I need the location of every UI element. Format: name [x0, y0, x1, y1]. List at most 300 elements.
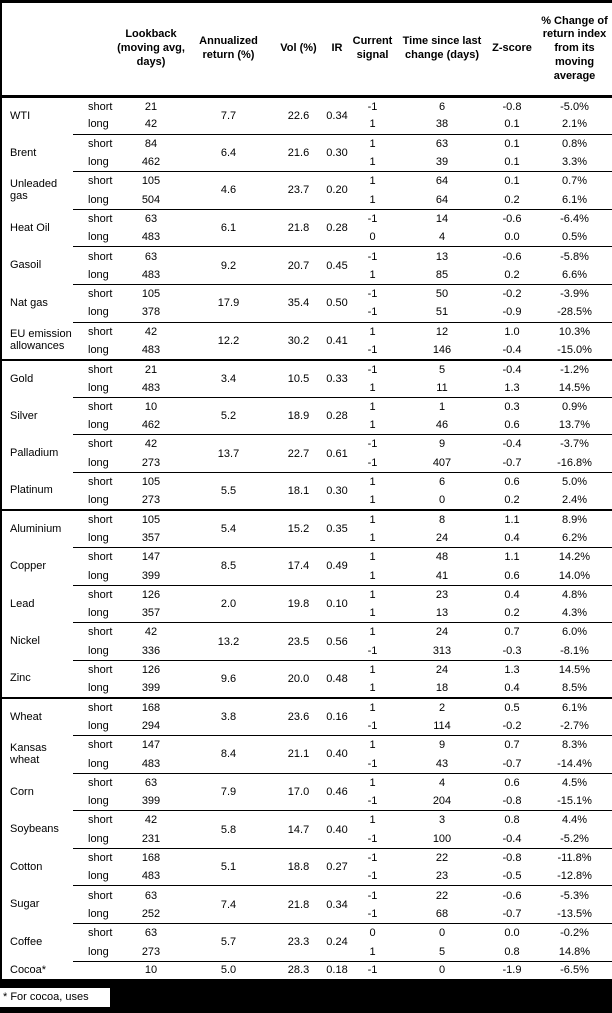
- horizon-label: short: [73, 360, 116, 379]
- pct-change-value: 0.5%: [537, 228, 612, 247]
- ir-value: 0.24: [326, 924, 348, 962]
- annualized-return-value: 3.8: [186, 698, 271, 736]
- z-score-value: -0.8: [487, 848, 537, 867]
- z-score-value: 0.6: [487, 472, 537, 491]
- horizon-label: short: [73, 435, 116, 454]
- z-score-value: 0.1: [487, 115, 537, 134]
- z-score-value: -0.3: [487, 642, 537, 661]
- z-score-value: 0.8: [487, 942, 537, 961]
- pct-change-value: 14.5%: [537, 378, 612, 397]
- vol-value: 21.8: [271, 209, 326, 247]
- pct-change-value: 2.4%: [537, 491, 612, 510]
- table-row: [1, 848, 612, 867]
- signal-value: -1: [348, 717, 397, 736]
- commodity-name: Kansas wheat: [1, 736, 73, 774]
- table-row: [1, 773, 612, 792]
- horizon-label: long: [73, 378, 116, 397]
- time-since-change-value: 46: [397, 416, 487, 435]
- z-score-value: 0.2: [487, 266, 537, 285]
- horizon-label: long: [73, 754, 116, 773]
- z-score-value: -0.4: [487, 830, 537, 849]
- lookback-value: 21: [116, 97, 186, 116]
- time-since-change-value: 0: [397, 961, 487, 980]
- horizon-label: long: [73, 153, 116, 172]
- horizon-label: short: [73, 623, 116, 642]
- commodity-name: Nickel: [1, 623, 73, 661]
- z-score-value: -0.5: [487, 867, 537, 886]
- commodity-name: Gasoil: [1, 247, 73, 285]
- signal-value: 1: [348, 548, 397, 567]
- signal-value: -1: [348, 792, 397, 811]
- time-since-change-value: 4: [397, 773, 487, 792]
- lookback-value: 105: [116, 472, 186, 491]
- time-since-change-value: 41: [397, 566, 487, 585]
- time-since-change-value: 6: [397, 97, 487, 116]
- pct-change-value: 0.9%: [537, 397, 612, 416]
- horizon-label: long: [73, 604, 116, 623]
- horizon-label: short: [73, 97, 116, 116]
- z-score-value: 0.3: [487, 397, 537, 416]
- table-row: [1, 97, 612, 116]
- signal-value: 1: [348, 623, 397, 642]
- horizon-label: short: [73, 811, 116, 830]
- time-since-change-value: 68: [397, 905, 487, 924]
- z-score-value: -0.8: [487, 97, 537, 116]
- z-score-value: -0.7: [487, 754, 537, 773]
- time-since-change-value: 18: [397, 679, 487, 698]
- time-since-change-value: 13: [397, 604, 487, 623]
- pct-change-value: -15.0%: [537, 341, 612, 360]
- pct-change-value: 8.5%: [537, 679, 612, 698]
- annualized-return-value: 12.2: [186, 322, 271, 360]
- ir-value: 0.30: [326, 472, 348, 510]
- time-since-change-value: 14: [397, 209, 487, 228]
- pct-change-value: 0.8%: [537, 134, 612, 153]
- ir-value: 0.34: [326, 886, 348, 924]
- horizon-label: long: [73, 566, 116, 585]
- ir-value: 0.18: [326, 961, 348, 980]
- commodity-name: Corn: [1, 773, 73, 811]
- vol-value: 18.1: [271, 472, 326, 510]
- commodity-name: Wheat: [1, 698, 73, 736]
- z-score-value: -0.9: [487, 303, 537, 322]
- z-score-value: 0.2: [487, 190, 537, 209]
- ir-value: 0.20: [326, 172, 348, 210]
- footer-bar: [0, 987, 612, 1013]
- col-header-annualized-return: Annualized return (%): [186, 2, 271, 97]
- time-since-change-value: 48: [397, 548, 487, 567]
- z-score-value: 0.1: [487, 153, 537, 172]
- lookback-value: 483: [116, 266, 186, 285]
- ir-value: 0.45: [326, 247, 348, 285]
- annualized-return-value: 2.0: [186, 585, 271, 623]
- horizon-label: short: [73, 322, 116, 341]
- table-row: [1, 322, 612, 341]
- time-since-change-value: 24: [397, 660, 487, 679]
- vol-value: 35.4: [271, 284, 326, 322]
- lookback-value: 504: [116, 190, 186, 209]
- col-header-current-signal: Current signal: [348, 2, 397, 97]
- col-header-pct-change: % Change of return index from its moving average: [537, 2, 612, 97]
- horizon-label: long: [73, 491, 116, 510]
- lookback-value: 336: [116, 642, 186, 661]
- lookback-value: 252: [116, 905, 186, 924]
- commodity-name: Gold: [1, 360, 73, 398]
- lookback-value: 231: [116, 830, 186, 849]
- col-header-horizon: [73, 2, 116, 97]
- annualized-return-value: 9.6: [186, 660, 271, 698]
- pct-change-value: 14.0%: [537, 566, 612, 585]
- signal-value: -1: [348, 848, 397, 867]
- annualized-return-value: 7.7: [186, 97, 271, 135]
- lookback-value: 378: [116, 303, 186, 322]
- table-row: [1, 623, 612, 642]
- horizon-label: short: [73, 209, 116, 228]
- commodity-name: Platinum: [1, 472, 73, 510]
- pct-change-value: -3.7%: [537, 435, 612, 454]
- pct-change-value: 4.8%: [537, 585, 612, 604]
- horizon-label: long: [73, 642, 116, 661]
- ir-value: 0.61: [326, 435, 348, 473]
- pct-change-value: -8.1%: [537, 642, 612, 661]
- time-since-change-value: 3: [397, 811, 487, 830]
- time-since-change-value: 146: [397, 341, 487, 360]
- z-score-value: 0.7: [487, 736, 537, 755]
- pct-change-value: 6.1%: [537, 190, 612, 209]
- horizon-label: short: [73, 472, 116, 491]
- ir-value: 0.16: [326, 698, 348, 736]
- annualized-return-value: 8.4: [186, 736, 271, 774]
- lookback-value: 126: [116, 660, 186, 679]
- table-row: [1, 585, 612, 604]
- ir-value: 0.40: [326, 736, 348, 774]
- horizon-label: short: [73, 924, 116, 943]
- horizon-label: long: [73, 942, 116, 961]
- z-score-value: -0.4: [487, 435, 537, 454]
- vol-value: 17.4: [271, 548, 326, 586]
- horizon-label: short: [73, 510, 116, 529]
- pct-change-value: 4.4%: [537, 811, 612, 830]
- vol-value: 23.6: [271, 698, 326, 736]
- signal-value: 1: [348, 472, 397, 491]
- signal-value: -1: [348, 209, 397, 228]
- lookback-value: 42: [116, 322, 186, 341]
- ir-value: 0.34: [326, 97, 348, 135]
- vol-value: 21.6: [271, 134, 326, 172]
- horizon-label: short: [73, 736, 116, 755]
- z-score-value: 1.1: [487, 510, 537, 529]
- lookback-value: 483: [116, 867, 186, 886]
- col-header-vol: Vol (%): [271, 2, 326, 97]
- signal-value: 1: [348, 566, 397, 585]
- signal-value: -1: [348, 886, 397, 905]
- horizon-label: short: [73, 886, 116, 905]
- time-since-change-value: 0: [397, 924, 487, 943]
- lookback-value: 126: [116, 585, 186, 604]
- pct-change-value: -16.8%: [537, 454, 612, 473]
- commodity-name: Aluminium: [1, 510, 73, 548]
- commodity-name: Silver: [1, 397, 73, 435]
- z-score-value: -0.7: [487, 905, 537, 924]
- horizon-label: long: [73, 679, 116, 698]
- ir-value: 0.40: [326, 811, 348, 849]
- z-score-value: 0.0: [487, 228, 537, 247]
- time-since-change-value: 64: [397, 190, 487, 209]
- time-since-change-value: 85: [397, 266, 487, 285]
- table-body: [1, 97, 612, 980]
- signal-value: 1: [348, 322, 397, 341]
- signal-value: 1: [348, 736, 397, 755]
- signal-value: 0: [348, 228, 397, 247]
- signal-value: 1: [348, 491, 397, 510]
- commodity-name: Unleaded gas: [1, 172, 73, 210]
- z-score-value: -0.4: [487, 341, 537, 360]
- z-score-value: 0.4: [487, 529, 537, 548]
- lookback-value: 273: [116, 454, 186, 473]
- annualized-return-value: 5.5: [186, 472, 271, 510]
- lookback-value: 63: [116, 886, 186, 905]
- time-since-change-value: 313: [397, 642, 487, 661]
- annualized-return-value: 3.4: [186, 360, 271, 398]
- signal-value: 1: [348, 773, 397, 792]
- signal-value: -1: [348, 905, 397, 924]
- time-since-change-value: 4: [397, 228, 487, 247]
- signal-value: 1: [348, 134, 397, 153]
- lookback-value: 168: [116, 848, 186, 867]
- pct-change-value: 4.5%: [537, 773, 612, 792]
- z-score-value: 1.3: [487, 660, 537, 679]
- pct-change-value: -5.0%: [537, 97, 612, 116]
- pct-change-value: 0.7%: [537, 172, 612, 191]
- time-since-change-value: 407: [397, 454, 487, 473]
- time-since-change-value: 11: [397, 378, 487, 397]
- pct-change-value: -3.9%: [537, 284, 612, 303]
- annualized-return-value: 5.8: [186, 811, 271, 849]
- time-since-change-value: 43: [397, 754, 487, 773]
- time-since-change-value: 24: [397, 623, 487, 642]
- table-row: [1, 886, 612, 905]
- table-row: [1, 961, 612, 980]
- vol-value: 18.8: [271, 848, 326, 886]
- signal-value: -1: [348, 247, 397, 266]
- pct-change-value: -0.2%: [537, 924, 612, 943]
- vol-value: 21.1: [271, 736, 326, 774]
- pct-change-value: 6.2%: [537, 529, 612, 548]
- time-since-change-value: 24: [397, 529, 487, 548]
- annualized-return-value: 7.9: [186, 773, 271, 811]
- signal-value: 1: [348, 266, 397, 285]
- signal-value: 1: [348, 153, 397, 172]
- signal-value: 1: [348, 942, 397, 961]
- signal-value: -1: [348, 97, 397, 116]
- commodity-name: Zinc: [1, 660, 73, 698]
- z-score-value: 0.6: [487, 416, 537, 435]
- vol-value: 30.2: [271, 322, 326, 360]
- time-since-change-value: 64: [397, 172, 487, 191]
- z-score-value: 0.8: [487, 811, 537, 830]
- lookback-value: 273: [116, 942, 186, 961]
- pct-change-value: -2.7%: [537, 717, 612, 736]
- time-since-change-value: 204: [397, 792, 487, 811]
- pct-change-value: -14.4%: [537, 754, 612, 773]
- pct-change-value: 3.3%: [537, 153, 612, 172]
- signal-value: -1: [348, 961, 397, 980]
- z-score-value: 0.6: [487, 566, 537, 585]
- time-since-change-value: 114: [397, 717, 487, 736]
- table-row: [1, 134, 612, 153]
- vol-value: 19.8: [271, 585, 326, 623]
- lookback-value: 10: [116, 961, 186, 980]
- time-since-change-value: 63: [397, 134, 487, 153]
- annualized-return-value: 6.4: [186, 134, 271, 172]
- annualized-return-value: 7.4: [186, 886, 271, 924]
- table-row: [1, 510, 612, 529]
- signal-value: -1: [348, 454, 397, 473]
- horizon-label: long: [73, 717, 116, 736]
- lookback-value: 399: [116, 792, 186, 811]
- col-header-lookback: Lookback (moving avg, days): [116, 2, 186, 97]
- horizon-label: short: [73, 134, 116, 153]
- ir-value: 0.10: [326, 585, 348, 623]
- time-since-change-value: 8: [397, 510, 487, 529]
- pct-change-value: 14.8%: [537, 942, 612, 961]
- lookback-value: 399: [116, 566, 186, 585]
- lookback-value: 273: [116, 491, 186, 510]
- horizon-label: long: [73, 905, 116, 924]
- ir-value: 0.49: [326, 548, 348, 586]
- table-row: [1, 736, 612, 755]
- pct-change-value: -12.8%: [537, 867, 612, 886]
- table-row: [1, 698, 612, 717]
- vol-value: 10.5: [271, 360, 326, 398]
- vol-value: 23.3: [271, 924, 326, 962]
- horizon-label: long: [73, 190, 116, 209]
- signal-value: -1: [348, 360, 397, 379]
- signal-value: -1: [348, 284, 397, 303]
- table-row: [1, 360, 612, 379]
- lookback-value: 462: [116, 416, 186, 435]
- annualized-return-value: 5.7: [186, 924, 271, 962]
- lookback-value: 399: [116, 679, 186, 698]
- signal-value: 1: [348, 115, 397, 134]
- z-score-value: 0.1: [487, 172, 537, 191]
- z-score-value: 0.4: [487, 679, 537, 698]
- lookback-value: 42: [116, 115, 186, 134]
- commodity-name: Cotton: [1, 848, 73, 886]
- horizon-label: short: [73, 660, 116, 679]
- ir-value: 0.46: [326, 773, 348, 811]
- horizon-label: long: [73, 867, 116, 886]
- z-score-value: -0.6: [487, 247, 537, 266]
- ir-value: 0.35: [326, 510, 348, 548]
- ir-value: 0.48: [326, 660, 348, 698]
- pct-change-value: -5.3%: [537, 886, 612, 905]
- lookback-value: 483: [116, 754, 186, 773]
- vol-value: 17.0: [271, 773, 326, 811]
- pct-change-value: -5.8%: [537, 247, 612, 266]
- z-score-value: 0.4: [487, 585, 537, 604]
- signal-value: 1: [348, 604, 397, 623]
- z-score-value: 0.5: [487, 698, 537, 717]
- signal-value: -1: [348, 341, 397, 360]
- signal-value: -1: [348, 435, 397, 454]
- annualized-return-value: 13.2: [186, 623, 271, 661]
- table-row: [1, 397, 612, 416]
- commodity-name: Coffee: [1, 924, 73, 962]
- time-since-change-value: 23: [397, 585, 487, 604]
- signal-value: 1: [348, 660, 397, 679]
- lookback-value: 42: [116, 811, 186, 830]
- annualized-return-value: 5.4: [186, 510, 271, 548]
- pct-change-value: 6.0%: [537, 623, 612, 642]
- commodity-name: Cocoa*: [1, 961, 73, 980]
- col-header-time-since-change: Time since last change (days): [397, 2, 487, 97]
- annualized-return-value: 8.5: [186, 548, 271, 586]
- signal-value: 1: [348, 172, 397, 191]
- annualized-return-value: 5.0: [186, 961, 271, 980]
- signal-value: 1: [348, 585, 397, 604]
- signal-value: -1: [348, 754, 397, 773]
- ir-value: 0.56: [326, 623, 348, 661]
- vol-value: 23.5: [271, 623, 326, 661]
- lookback-value: 357: [116, 604, 186, 623]
- pct-change-value: 2.1%: [537, 115, 612, 134]
- time-since-change-value: 5: [397, 942, 487, 961]
- signal-value: -1: [348, 830, 397, 849]
- z-score-value: -0.7: [487, 454, 537, 473]
- col-header-z-score: Z-score: [487, 2, 537, 97]
- table-row: [1, 660, 612, 679]
- time-since-change-value: 9: [397, 435, 487, 454]
- signal-value: 1: [348, 510, 397, 529]
- time-since-change-value: 22: [397, 886, 487, 905]
- lookback-value: 42: [116, 435, 186, 454]
- lookback-value: 105: [116, 510, 186, 529]
- commodity-name: Palladium: [1, 435, 73, 473]
- z-score-value: 0.2: [487, 491, 537, 510]
- pct-change-value: 8.3%: [537, 736, 612, 755]
- annualized-return-value: 4.6: [186, 172, 271, 210]
- footnote: * For cocoa, uses: [0, 988, 110, 1007]
- commodity-name: Brent: [1, 134, 73, 172]
- ir-value: 0.50: [326, 284, 348, 322]
- commodity-name: Sugar: [1, 886, 73, 924]
- table-row: [1, 209, 612, 228]
- vol-value: 20.7: [271, 247, 326, 285]
- lookback-value: 105: [116, 172, 186, 191]
- lookback-value: 63: [116, 209, 186, 228]
- vol-value: 21.8: [271, 886, 326, 924]
- lookback-value: 483: [116, 228, 186, 247]
- time-since-change-value: 100: [397, 830, 487, 849]
- time-since-change-value: 5: [397, 360, 487, 379]
- ir-value: 0.28: [326, 397, 348, 435]
- z-score-value: 0.2: [487, 604, 537, 623]
- table-row: [1, 924, 612, 943]
- horizon-label: long: [73, 454, 116, 473]
- horizon-label: long: [73, 416, 116, 435]
- col-header-ir: IR: [326, 2, 348, 97]
- signal-value: 1: [348, 529, 397, 548]
- vol-value: 20.0: [271, 660, 326, 698]
- lookback-value: 462: [116, 153, 186, 172]
- time-since-change-value: 50: [397, 284, 487, 303]
- table-row: [1, 811, 612, 830]
- annualized-return-value: 5.2: [186, 397, 271, 435]
- vol-value: 15.2: [271, 510, 326, 548]
- z-score-value: -0.6: [487, 209, 537, 228]
- annualized-return-value: 9.2: [186, 247, 271, 285]
